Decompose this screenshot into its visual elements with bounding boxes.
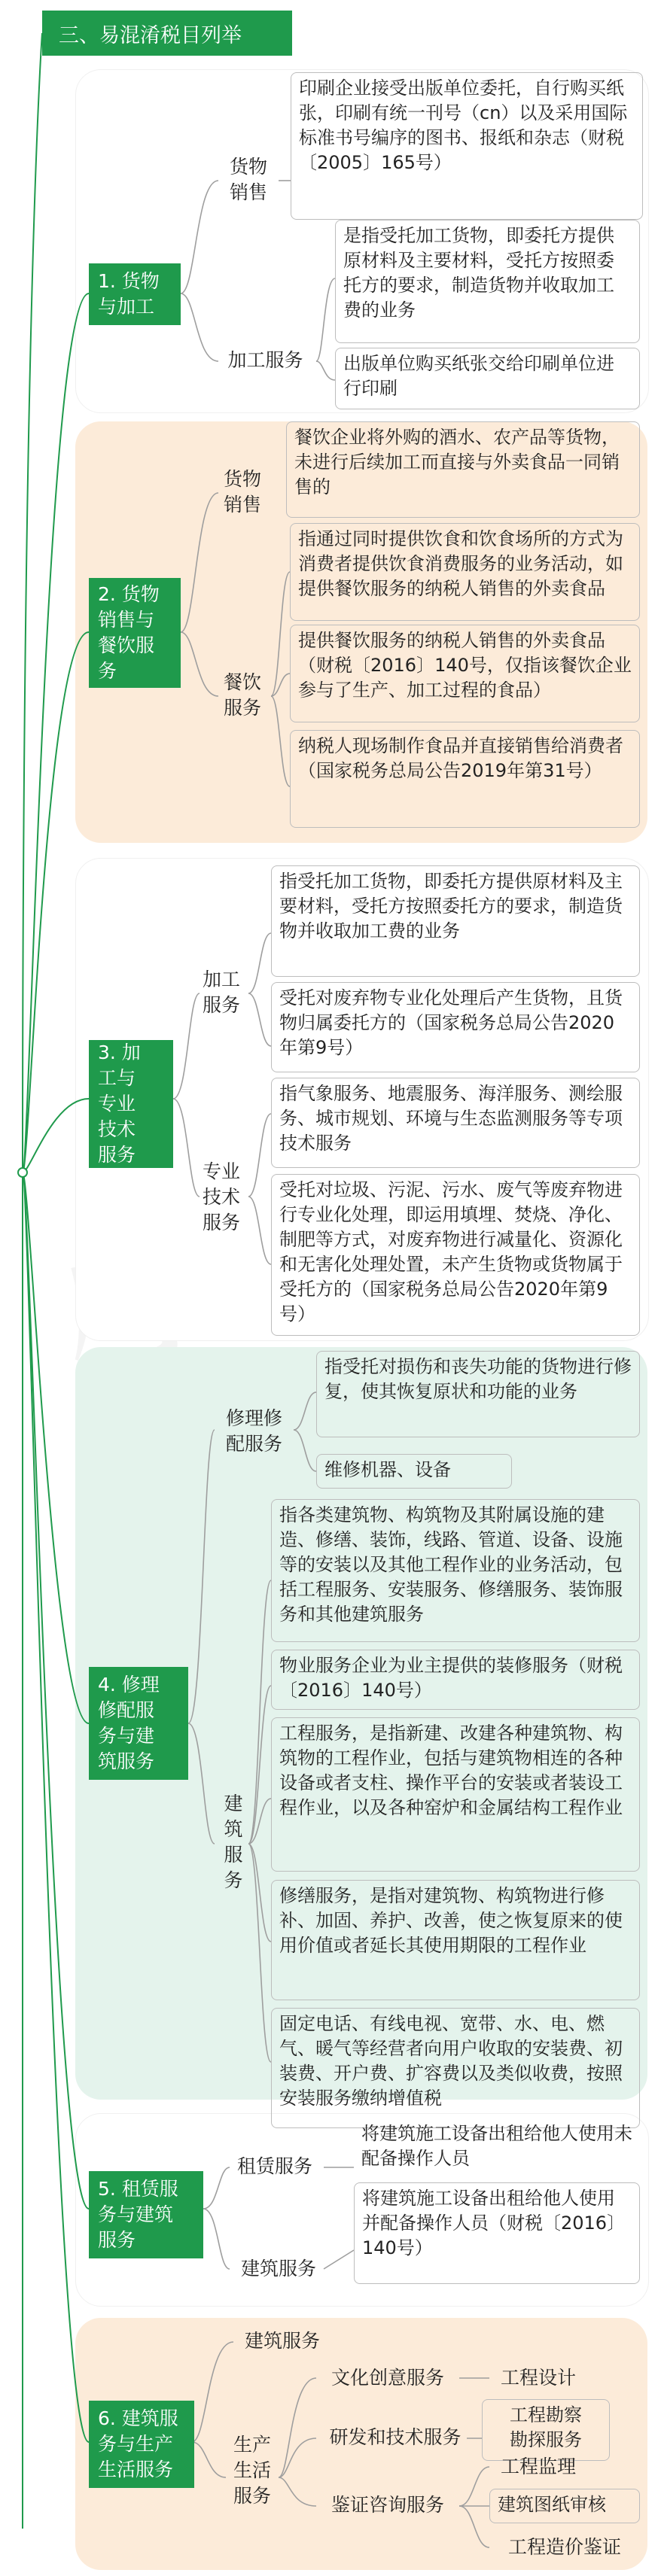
g1-child-goods-sales: 货物 销售 [229,156,267,203]
group-3-node: 3. 加 工与 专业 技术 服务 [89,1040,173,1168]
g3-child-tech-service: 专业 技术 服务 [202,1160,240,1233]
g3-leaf-waste-goods: 受托对废弃物专业化处理后产生货物，且货物归属委托方的（国家税务总局公告2020年第9号） [271,982,640,1072]
group-6-node: 6. 建筑服 务与生产 生活服务 [89,2401,194,2488]
g3-child-processing: 加工 服务 [202,969,240,1016]
g3-leaf-processing-def: 指受托加工货物，即委托方提供原材料及主要材料，受托方按照委托方的要求，制造货物并收取加工费的业务 [271,865,640,977]
g5-leaf-leasing: 将建筑施工设备出租给他人使用未配备操作人员 [361,2123,632,2169]
group-2-node: 2. 货物 销售与 餐饮服 务 [89,578,181,688]
g4-child-construction: 建 筑 服 务 [224,1793,243,1891]
g6-sub-rd: 研发和技术服务 [329,2426,462,2448]
g5-leaf-construction: 将建筑施工设备出租给他人使用并配备操作人员（财税〔2016〕140号） [354,2182,640,2284]
g2-leaf-catering-def: 指通过同时提供饮食和饮食场所的方式为消费者提供饮食消费服务的业务活动，如提供餐饮服务的纳税人销售的外卖食品 [290,523,640,621]
g3-leaf-waste-treatment: 受托对垃圾、污泥、污水、废气等废弃物进行专业化处理，即运用填埋、焚烧、净化、制肥等方式，对废弃物进行减量化、资源化和无害化处理处置，未产生货物或货物属于受托方的（国家税务总局公告2020年第9号） [271,1174,640,1336]
g2-leaf-alcohol: 餐饮企业将外购的酒水、农产品等货物，未进行后续加工而直接与外卖食品一同销售的 [286,421,640,518]
g6-item-drawing-review: 建筑图纸审核 [489,2489,640,2523]
g4-leaf-construction-def: 指各类建筑物、构筑物及其附属设施的建造、修缮、装饰，线路、管道、设备、设施等的安装以及其他工程作业的业务活动，包括工程服务、安装服务、修缮服务、装饰服务和其他建筑服务 [271,1499,640,1642]
g1-leaf-processing-def: 是指受托加工货物，即委托方提供原材料及主要材料，受托方按照委托方的要求，制造货物并收取加工费的业务 [335,220,640,343]
g5-child-construction: 建筑服务 [240,2258,316,2279]
g6-sub-cultural: 文化创意服务 [331,2367,444,2389]
g6-item-survey: 工程勘察 勘探服务 [482,2399,610,2461]
g6-child-production-life: 生产 生活 服务 [233,2434,271,2507]
g4-leaf-repair-works: 修缮服务，是指对建筑物、构筑物进行修补、加固、养护、改善，使之恢复原来的使用价值或者延长其使用期限的工程作业 [271,1880,640,2000]
g4-leaf-property-decoration: 物业服务企业为业主提供的装修服务（财税〔2016〕140号） [271,1650,640,1710]
g6-item-cost-appraisal: 工程造价鉴证 [507,2536,621,2558]
g4-leaf-engineering: 工程服务，是指新建、改建各种建筑物、构筑物的工程作业，包括与建筑物相连的各种设备或者支柱、操作平台的安装或者装设工程作业，以及各种窑炉和金属结构工程作业 [271,1717,640,1872]
g4-child-repair: 修理修 配服务 [225,1407,282,1455]
g2-leaf-onsite: 纳税人现场制作食品并直接销售给消费者（国家税务总局公告2019年第31号） [290,730,640,828]
g1-leaf-publisher: 出版单位购买纸张交给印刷单位进行印刷 [335,348,640,409]
group-5-node: 5. 租赁服 务与建筑 服务 [89,2171,203,2258]
g4-leaf-installation-fee: 固定电话、有线电视、宽带、水、电、燃气、暖气等经营者向用户收取的安装费、初装费、开户费、扩容费以及类似收费，按照安装服务缴纳增值税 [271,2008,640,2128]
group-4-node: 4. 修理 修配服 务与建 筑服务 [89,1667,188,1780]
g2-child-goods-sales: 货物 销售 [223,468,261,516]
g1-child-processing: 加工服务 [227,349,303,371]
g2-child-catering: 餐饮 服务 [223,671,261,719]
page-title: 三、易混淆税目列举 [42,11,292,56]
g4-leaf-repair-def: 指受托对损伤和丧失功能的货物进行修复，使其恢复原状和功能的业务 [316,1351,640,1437]
g6-child-construction: 建筑服务 [244,2330,320,2352]
g6-sub-appraisal: 鉴证咨询服务 [331,2494,444,2516]
g5-child-leasing: 租赁服务 [236,2155,312,2177]
group-1-node: 1. 货物 与加工 [89,263,181,325]
g3-leaf-tech-def: 指气象服务、地震服务、海洋服务、测绘服务、城市规划、环境与生态监测服务等专项技术服务 [271,1078,640,1168]
g2-leaf-takeout: 提供餐饮服务的纳税人销售的外卖食品（财税〔2016〕140号，仅指该餐饮企业参与了生产、加工过程的食品） [290,625,640,722]
g6-item-engineering-design: 工程设计 [500,2367,576,2389]
g4-leaf-machinery: 维修机器、设备 [316,1454,512,1489]
g1-leaf-printing: 印刷企业接受出版单位委托，自行购买纸张，印刷有统一刊号（cn）以及采用国际标准书号编序的图书、报纸和杂志（财税〔2005〕165号） [291,72,643,220]
g6-item-supervision: 工程监理 [500,2456,576,2477]
